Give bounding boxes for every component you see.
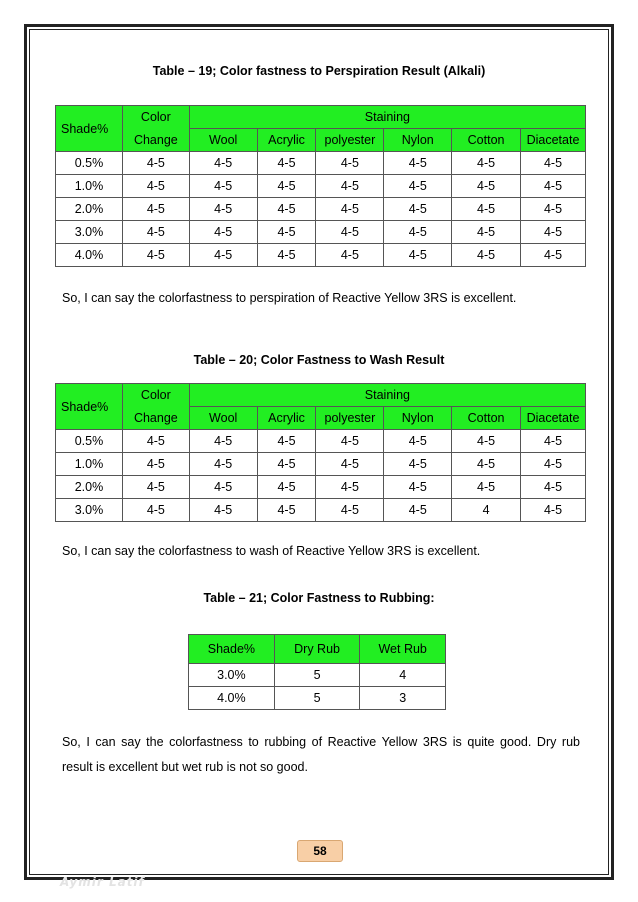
- rating-cell: 4-5: [189, 499, 257, 522]
- rating-cell: 4-5: [257, 221, 316, 244]
- page-number: 58: [297, 840, 343, 862]
- rating-cell: 4-5: [521, 198, 586, 221]
- rating-cell: 4-5: [189, 198, 257, 221]
- rating-cell: 4-5: [521, 152, 586, 175]
- staining-header: Staining: [189, 106, 585, 129]
- rating-cell: 4-5: [384, 175, 452, 198]
- table-row: [56, 175, 586, 198]
- table-row: [56, 499, 586, 522]
- rating-cell: 4-5: [521, 221, 586, 244]
- rating-cell: 4-5: [122, 152, 189, 175]
- rating-cell: 5: [274, 687, 360, 710]
- shade-cell: 3.0%: [56, 499, 123, 522]
- shade-cell: 4.0%: [189, 687, 275, 710]
- rating-cell: 4: [360, 664, 446, 687]
- shade-cell: 4.0%: [56, 244, 123, 267]
- wet-rub-header: Wet Rub: [360, 635, 446, 664]
- rating-cell: 4-5: [316, 221, 384, 244]
- rating-cell: 4-5: [316, 198, 384, 221]
- shade-cell: 3.0%: [189, 664, 275, 687]
- rating-cell: 4: [452, 499, 521, 522]
- rating-cell: 4-5: [316, 244, 384, 267]
- rating-cell: 4-5: [521, 453, 586, 476]
- rating-cell: 4-5: [189, 476, 257, 499]
- shade-cell: 2.0%: [56, 198, 123, 221]
- rating-cell: 4-5: [384, 430, 452, 453]
- rating-cell: 4-5: [122, 476, 189, 499]
- shade-cell: 2.0%: [56, 476, 123, 499]
- rating-cell: 3: [360, 687, 446, 710]
- rating-cell: 4-5: [384, 221, 452, 244]
- rating-cell: 4-5: [122, 430, 189, 453]
- shade-header: Shade%: [56, 106, 123, 152]
- rating-cell: 4-5: [316, 476, 384, 499]
- rating-cell: 4-5: [122, 453, 189, 476]
- rating-cell: 4-5: [452, 175, 521, 198]
- rating-cell: 4-5: [452, 244, 521, 267]
- rating-cell: 4-5: [521, 175, 586, 198]
- dry-rub-header: Dry Rub: [274, 635, 360, 664]
- rating-cell: 4-5: [316, 499, 384, 522]
- fiber-header: Diacetate: [521, 129, 586, 152]
- rating-cell: 4-5: [257, 175, 316, 198]
- fiber-header: Cotton: [452, 129, 521, 152]
- table-20-caption: Table – 20; Color Fastness to Wash Result: [193, 353, 445, 367]
- color-change-header-top: Color: [122, 106, 189, 129]
- rating-cell: 4-5: [122, 499, 189, 522]
- rating-cell: 4-5: [521, 244, 586, 267]
- table-21-caption: Table – 21; Color Fastness to Rubbing:: [203, 591, 435, 605]
- table-20-conclusion: So, I can say the colorfastness to wash of Reactive Yellow 3RS is excellent.: [62, 544, 481, 558]
- rating-cell: 4-5: [384, 453, 452, 476]
- staining-header: Staining: [189, 384, 585, 407]
- rating-cell: 4-5: [384, 499, 452, 522]
- fiber-header: Nylon: [384, 407, 452, 430]
- rating-cell: 4-5: [521, 430, 586, 453]
- rating-cell: 4-5: [384, 152, 452, 175]
- shade-header: Shade%: [189, 635, 275, 664]
- rating-cell: 4-5: [452, 476, 521, 499]
- fiber-header: Cotton: [452, 407, 521, 430]
- table-row: [189, 664, 446, 687]
- rating-cell: 4-5: [257, 244, 316, 267]
- shade-header: Shade%: [56, 384, 123, 430]
- rating-cell: 4-5: [452, 198, 521, 221]
- rating-cell: 4-5: [316, 430, 384, 453]
- fiber-header: Acrylic: [257, 129, 316, 152]
- table-row: [189, 687, 446, 710]
- fiber-header: Diacetate: [521, 407, 586, 430]
- fiber-header: Acrylic: [257, 407, 316, 430]
- rating-cell: 4-5: [257, 476, 316, 499]
- table-row: [56, 198, 586, 221]
- table-row: [56, 152, 586, 175]
- fiber-header: polyester: [316, 407, 384, 430]
- fiber-header: Nylon: [384, 129, 452, 152]
- rating-cell: 4-5: [452, 453, 521, 476]
- rating-cell: 4-5: [122, 198, 189, 221]
- rating-cell: 5: [274, 664, 360, 687]
- shade-cell: 0.5%: [56, 152, 123, 175]
- rating-cell: 4-5: [257, 499, 316, 522]
- table-row: [56, 476, 586, 499]
- fiber-header: Wool: [189, 407, 257, 430]
- rating-cell: 4-5: [189, 453, 257, 476]
- table-19-caption: Table – 19; Color fastness to Perspiration Result (Alkali): [152, 64, 486, 78]
- rating-cell: 4-5: [452, 430, 521, 453]
- rating-cell: 4-5: [384, 198, 452, 221]
- table-row: [56, 221, 586, 244]
- rating-cell: 4-5: [122, 244, 189, 267]
- rating-cell: 4-5: [452, 152, 521, 175]
- rating-cell: 4-5: [189, 430, 257, 453]
- rating-cell: 4-5: [189, 221, 257, 244]
- rating-cell: 4-5: [316, 152, 384, 175]
- shade-cell: 3.0%: [56, 221, 123, 244]
- table-21-conclusion: So, I can say the colorfastness to rubbing of Reactive Yellow 3RS is quite good. Dry rub result is excellent but wet rub is not so good.: [62, 735, 580, 774]
- rating-cell: 4-5: [316, 175, 384, 198]
- fiber-header: polyester: [316, 129, 384, 152]
- table-row: [56, 453, 586, 476]
- shade-cell: 1.0%: [56, 175, 123, 198]
- color-change-header-bottom: Change: [122, 129, 189, 152]
- table-20: [55, 383, 586, 522]
- table-19: [55, 105, 586, 267]
- rating-cell: 4-5: [189, 244, 257, 267]
- rating-cell: 4-5: [257, 453, 316, 476]
- shade-cell: 0.5%: [56, 430, 123, 453]
- table-21: [188, 634, 446, 710]
- rating-cell: 4-5: [122, 175, 189, 198]
- rating-cell: 4-5: [521, 476, 586, 499]
- rating-cell: 4-5: [521, 499, 586, 522]
- color-change-header-bottom: Change: [122, 407, 189, 430]
- color-change-header-top: Color: [122, 384, 189, 407]
- fiber-header: Wool: [189, 129, 257, 152]
- table-19-conclusion: So, I can say the colorfastness to perspiration of Reactive Yellow 3RS is excellent.: [62, 291, 517, 305]
- rating-cell: 4-5: [384, 476, 452, 499]
- rating-cell: 4-5: [257, 152, 316, 175]
- rating-cell: 4-5: [384, 244, 452, 267]
- rating-cell: 4-5: [257, 198, 316, 221]
- rating-cell: 4-5: [452, 221, 521, 244]
- shade-cell: 1.0%: [56, 453, 123, 476]
- rating-cell: 4-5: [316, 453, 384, 476]
- author-signature: Aymir Latif: [60, 875, 145, 889]
- rating-cell: 4-5: [189, 175, 257, 198]
- rating-cell: 4-5: [122, 221, 189, 244]
- rating-cell: 4-5: [257, 430, 316, 453]
- table-row: [56, 244, 586, 267]
- rating-cell: 4-5: [189, 152, 257, 175]
- table-row: [56, 430, 586, 453]
